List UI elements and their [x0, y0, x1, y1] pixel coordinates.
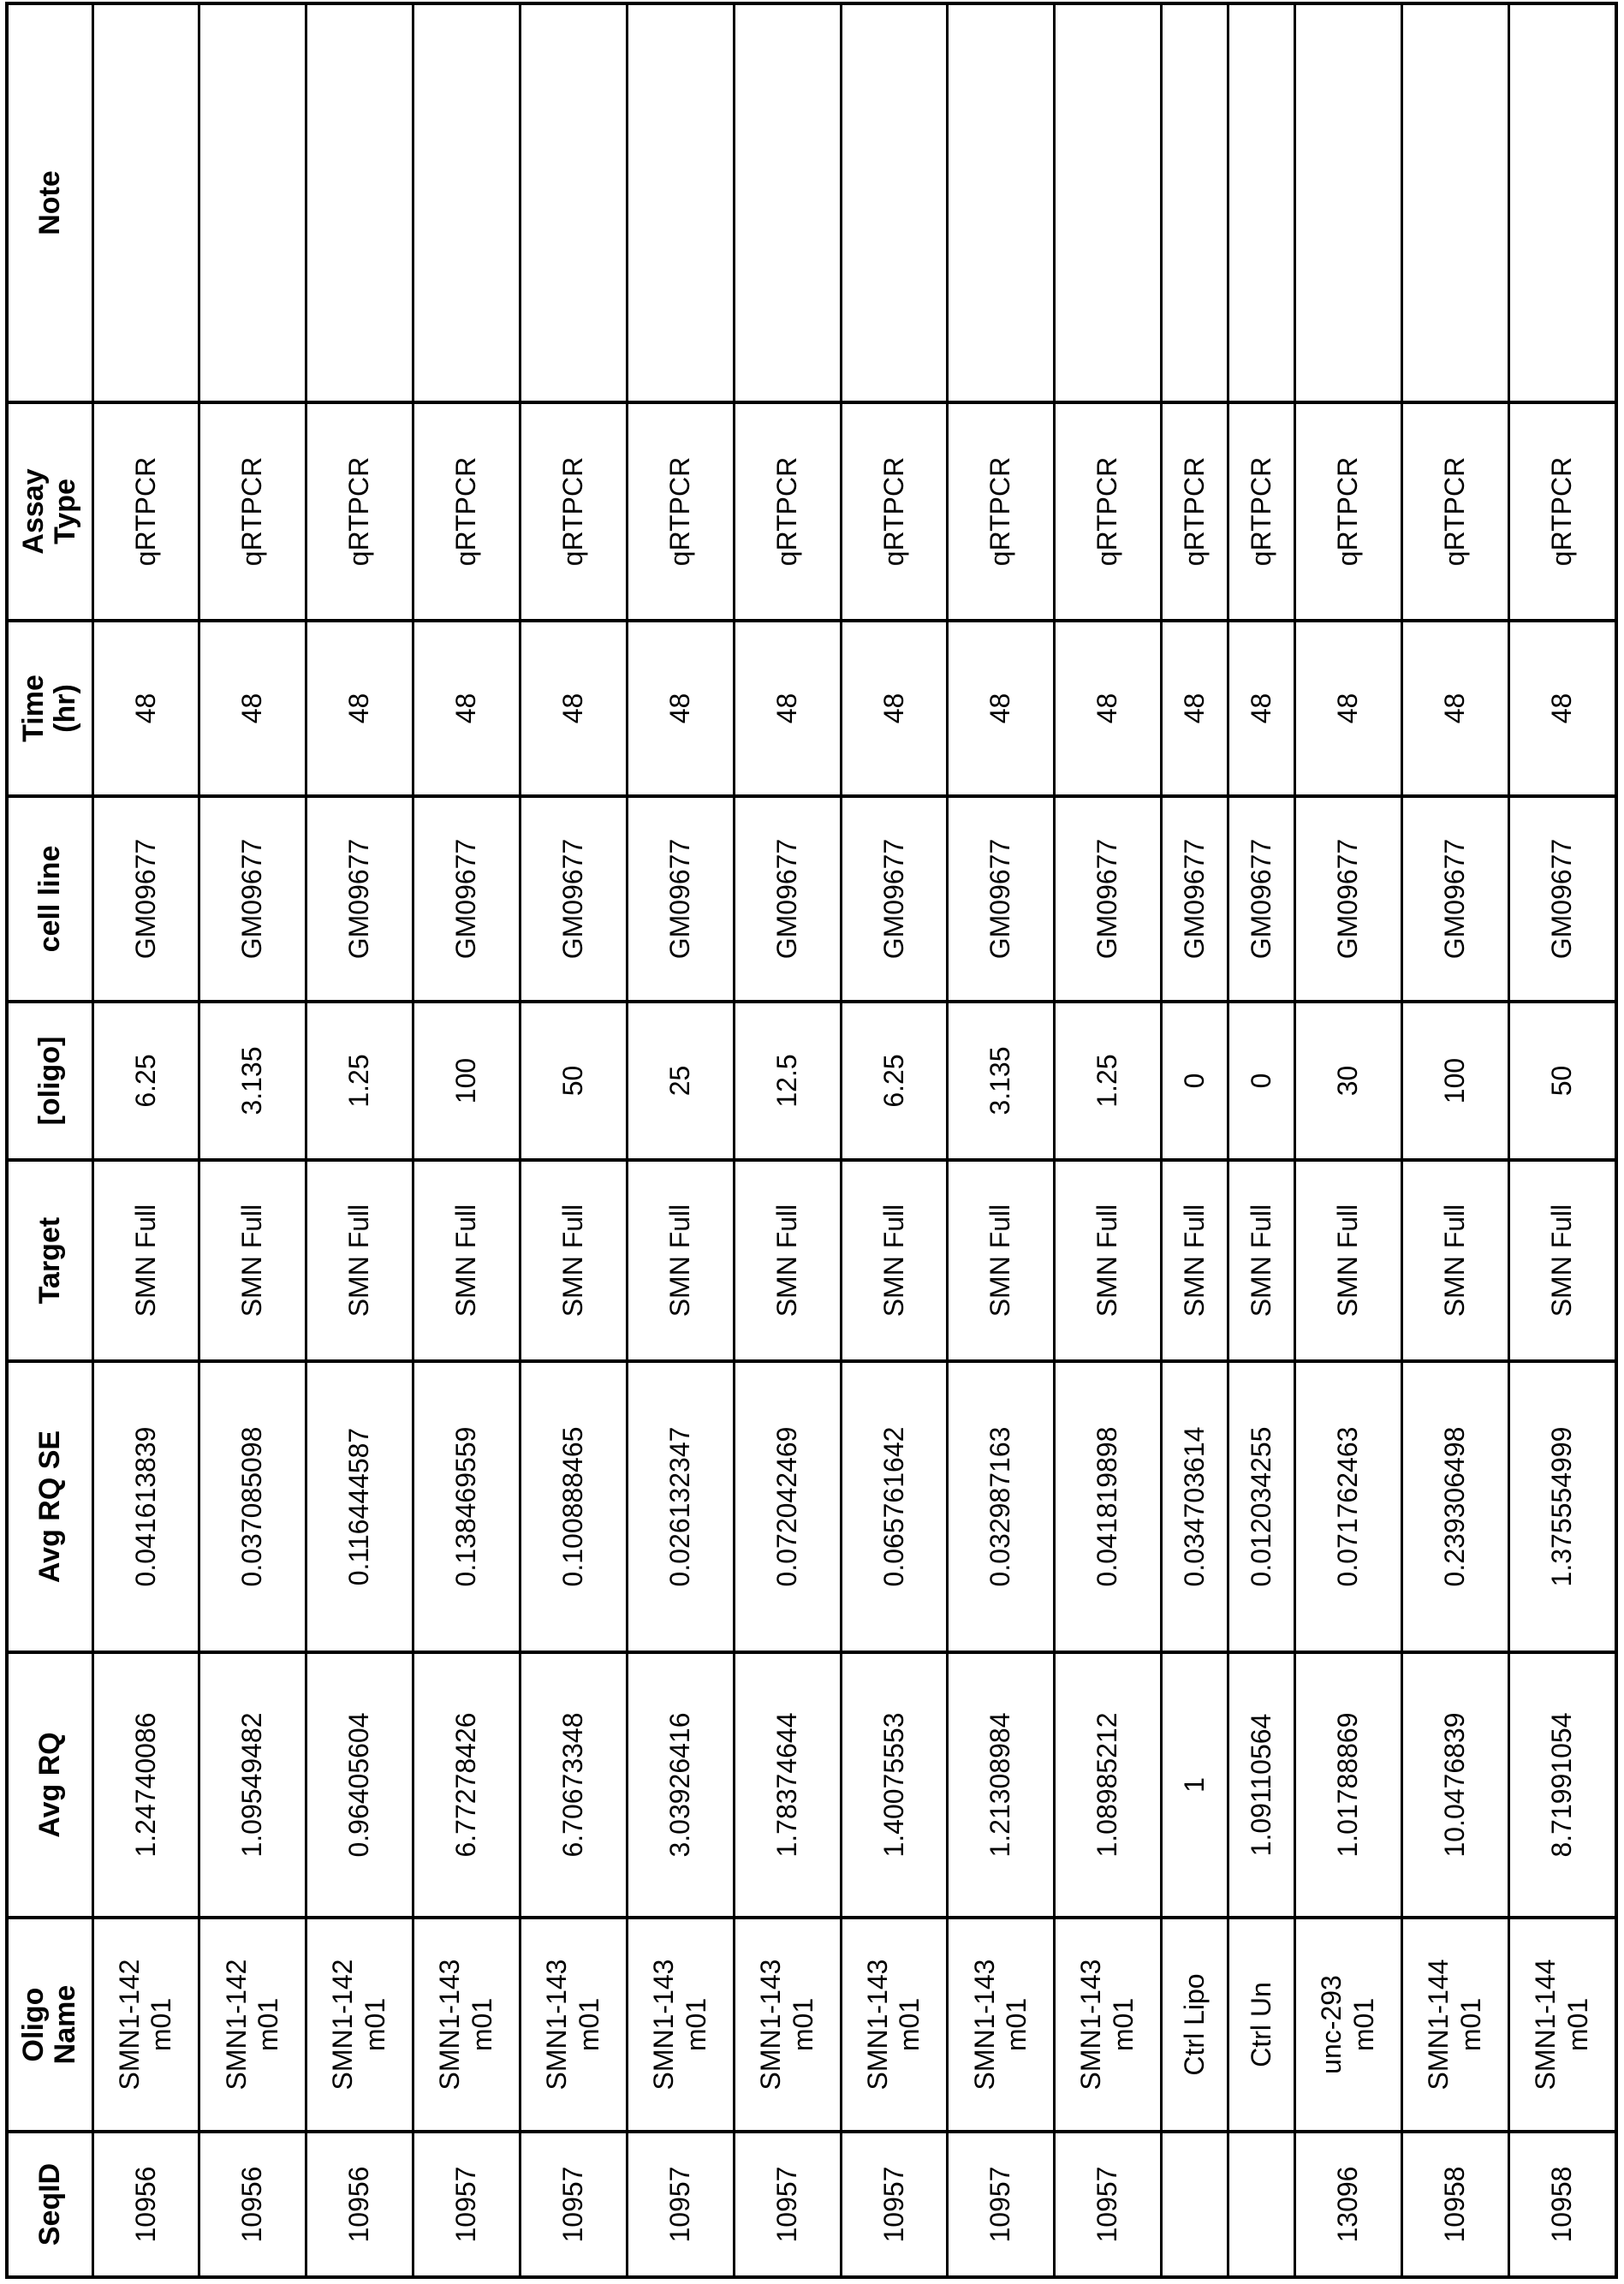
table-cell: GM09677 [948, 796, 1055, 1002]
table-row [92, 3, 199, 2277]
table-cell: 100 [1401, 1002, 1508, 1160]
table-cell: 48 [1228, 621, 1295, 796]
table-cell: GM09677 [627, 796, 734, 1002]
table-cell: 0.032987163 [948, 1361, 1055, 1652]
table-cell [520, 3, 627, 402]
table-row [1295, 3, 1402, 2277]
table-cell: 13096 [1295, 2132, 1402, 2277]
table-cell: SMN Full [627, 1160, 734, 1361]
table-row [1162, 3, 1228, 2277]
table-cell: SMN1-143 m01 [413, 1918, 521, 2132]
table-cell [1162, 2132, 1228, 2277]
table-cell: SMN1-144 m01 [1508, 1918, 1616, 2132]
table-cell: unc-293 m01 [1295, 1918, 1402, 2132]
table-cell: SMN Full [92, 1160, 199, 1361]
table-cell: SMN1-143 m01 [627, 1918, 734, 2132]
table-cell: 0 [1228, 1002, 1295, 1160]
table-row [1401, 3, 1508, 2277]
table-cell: 10957 [413, 2132, 521, 2277]
table-cell: 25 [627, 1002, 734, 1160]
table-cell: qRTPCR [1295, 402, 1402, 621]
table-cell: 10957 [948, 2132, 1055, 2277]
table-cell: 10956 [92, 2132, 199, 2277]
table-cell: 48 [1055, 621, 1162, 796]
table-cell: 0.138469559 [413, 1361, 521, 1652]
table-cell: GM09677 [734, 796, 841, 1002]
column-header-time-hr: Time (hr) [7, 621, 92, 796]
table-cell: SMN1-143 m01 [520, 1918, 627, 2132]
table-cell [1162, 3, 1228, 402]
table-row [734, 3, 841, 2277]
table-cell: GM09677 [1401, 796, 1508, 1002]
table-cell: SMN Full [734, 1160, 841, 1361]
table-cell [1401, 3, 1508, 402]
table-cell [413, 3, 521, 402]
table-cell: 48 [1401, 621, 1508, 796]
table-cell: qRTPCR [1055, 402, 1162, 621]
table-cell [199, 3, 306, 402]
table-cell: 6.70673348 [520, 1652, 627, 1918]
table-row [1228, 3, 1295, 2277]
column-header-assay-type: Assay Type [7, 402, 92, 621]
table-cell: 48 [627, 621, 734, 796]
table-cell: 10957 [841, 2132, 948, 2277]
table-cell: 50 [520, 1002, 627, 1160]
table-cell: 10958 [1508, 2132, 1616, 2277]
table-cell [1055, 3, 1162, 402]
table-cell: 0.026132347 [627, 1361, 734, 1652]
table-cell: 0.071762463 [1295, 1361, 1402, 1652]
table-cell: 1.01788869 [1295, 1652, 1402, 1918]
table-cell: qRTPCR [1228, 402, 1295, 621]
table-cell: 10956 [306, 2132, 413, 2277]
table-cell: GM09677 [92, 796, 199, 1002]
table-cell: qRTPCR [1508, 402, 1616, 621]
table-row [520, 3, 627, 2277]
table-cell: SMN1-142 m01 [92, 1918, 199, 2132]
table-cell: SMN Full [1401, 1160, 1508, 1361]
table-cell: qRTPCR [627, 402, 734, 621]
table-cell: qRTPCR [413, 402, 521, 621]
table-row [1055, 3, 1162, 2277]
table-cell: GM09677 [1055, 796, 1162, 1002]
table-cell: SMN Full [1228, 1160, 1295, 1361]
table-row [306, 3, 413, 2277]
table-cell: GM09677 [841, 796, 948, 1002]
table-cell: 0 [1162, 1002, 1228, 1160]
column-header-target: Target [7, 1160, 92, 1361]
table-cell [948, 3, 1055, 402]
table-cell [841, 3, 948, 402]
column-header-note: Note [7, 3, 92, 402]
table-cell: 1.09549482 [199, 1652, 306, 1918]
table-cell [92, 3, 199, 402]
table-cell: SMN1-142 m01 [199, 1918, 306, 2132]
table-cell [627, 3, 734, 402]
table-cell: 10958 [1401, 2132, 1508, 2277]
assay-results-table [5, 2, 1618, 2279]
column-header-avg-rq-se: Avg RQ SE [7, 1361, 92, 1652]
table-cell: SMN Full [948, 1160, 1055, 1361]
table-cell: 0.100888465 [520, 1361, 627, 1652]
table-cell: 48 [413, 621, 521, 796]
table-cell: 1 [1162, 1652, 1228, 1918]
table-cell: 0.239306498 [1401, 1361, 1508, 1652]
table-cell: 12.5 [734, 1002, 841, 1160]
table-cell: 0.96405604 [306, 1652, 413, 1918]
table-cell: 48 [734, 621, 841, 796]
table-cell: 48 [1508, 621, 1616, 796]
table-cell: 100 [413, 1002, 521, 1160]
table-cell: GM09677 [1295, 796, 1402, 1002]
table-cell: SMN Full [306, 1160, 413, 1361]
table-row [627, 3, 734, 2277]
table-cell: 0.034703614 [1162, 1361, 1228, 1652]
table-cell: 1.09110564 [1228, 1652, 1295, 1918]
table-cell: 48 [1162, 621, 1228, 796]
table-cell: 1.24740086 [92, 1652, 199, 1918]
column-header-oligo-conc: [oligo] [7, 1002, 92, 1160]
table-cell: GM09677 [1228, 796, 1295, 1002]
table-cell: SMN Full [520, 1160, 627, 1361]
table-cell: 48 [306, 621, 413, 796]
table-cell [1295, 3, 1402, 402]
table-cell: 10957 [627, 2132, 734, 2277]
table-cell: 0.041613839 [92, 1361, 199, 1652]
table-cell: SMN1-143 m01 [841, 1918, 948, 2132]
table-cell: Ctrl Lipo [1162, 1918, 1228, 2132]
table-cell: 30 [1295, 1002, 1402, 1160]
table-body [92, 3, 1616, 2277]
table-cell: 48 [520, 621, 627, 796]
table-cell: GM09677 [199, 796, 306, 1002]
table-cell: GM09677 [1508, 796, 1616, 1002]
table-cell: 0.065761642 [841, 1361, 948, 1652]
table-cell: SMN Full [1162, 1160, 1228, 1361]
table-row [948, 3, 1055, 2277]
table-cell: 48 [199, 621, 306, 796]
table-cell: qRTPCR [841, 402, 948, 621]
table-cell: 6.25 [92, 1002, 199, 1160]
table-cell: GM09677 [1162, 796, 1228, 1002]
table-cell: SMN1-143 m01 [734, 1918, 841, 2132]
table-cell: 48 [92, 621, 199, 796]
table-cell: qRTPCR [306, 402, 413, 621]
header-row [7, 3, 92, 2277]
table-cell: 1.08985212 [1055, 1652, 1162, 1918]
table-cell: SMN Full [841, 1160, 948, 1361]
table-cell: qRTPCR [199, 402, 306, 621]
table-cell: qRTPCR [948, 402, 1055, 621]
table-cell: qRTPCR [1162, 402, 1228, 621]
table-cell: 10957 [1055, 2132, 1162, 2277]
table-cell: SMN Full [199, 1160, 306, 1361]
table-cell: 48 [1295, 621, 1402, 796]
table-cell: 0.072042469 [734, 1361, 841, 1652]
table-cell: SMN1-143 m01 [948, 1918, 1055, 2132]
table-row [199, 3, 306, 2277]
table-cell: qRTPCR [1401, 402, 1508, 621]
table-cell: 10957 [734, 2132, 841, 2277]
table-cell: SMN Full [1508, 1160, 1616, 1361]
table-cell: 6.25 [841, 1002, 948, 1160]
table-cell: GM09677 [306, 796, 413, 1002]
table-cell: 0.037085098 [199, 1361, 306, 1652]
table-cell: 0.041819898 [1055, 1361, 1162, 1652]
table-cell: 1.375554999 [1508, 1361, 1616, 1652]
table-cell [306, 3, 413, 402]
column-header-oligo-name: Oligo Name [7, 1918, 92, 2132]
table-cell: 1.21308984 [948, 1652, 1055, 1918]
table-cell: 3.03926416 [627, 1652, 734, 1918]
table-cell [1508, 3, 1616, 402]
table-cell: 0.116444587 [306, 1361, 413, 1652]
table-cell: 0.012034255 [1228, 1361, 1295, 1652]
table-row [413, 3, 521, 2277]
table-cell: Ctrl Un [1228, 1918, 1295, 2132]
table-cell: SMN Full [1295, 1160, 1402, 1361]
table-cell: 1.78374644 [734, 1652, 841, 1918]
table-cell: qRTPCR [92, 402, 199, 621]
table-cell: GM09677 [413, 796, 521, 1002]
table-cell: SMN1-142 m01 [306, 1918, 413, 2132]
table-cell: SMN Full [413, 1160, 521, 1361]
table-cell: GM09677 [520, 796, 627, 1002]
table-cell: 3.135 [199, 1002, 306, 1160]
table-cell: 10.0476839 [1401, 1652, 1508, 1918]
table-cell: 6.77278426 [413, 1652, 521, 1918]
table-cell: 10956 [199, 2132, 306, 2277]
table-cell: 1.25 [306, 1002, 413, 1160]
table-row [841, 3, 948, 2277]
table-row [1508, 3, 1616, 2277]
table-cell [734, 3, 841, 402]
table-cell: SMN1-143 m01 [1055, 1918, 1162, 2132]
table-cell: 48 [841, 621, 948, 796]
table-cell: SMN1-144 m01 [1401, 1918, 1508, 2132]
table-cell: qRTPCR [520, 402, 627, 621]
table-cell: 3.135 [948, 1002, 1055, 1160]
table-cell: 48 [948, 621, 1055, 796]
table-cell: 1.40075553 [841, 1652, 948, 1918]
table-cell: 1.25 [1055, 1002, 1162, 1160]
column-header-seqid: SeqID [7, 2132, 92, 2277]
table-cell: 10957 [520, 2132, 627, 2277]
table-cell: SMN Full [1055, 1160, 1162, 1361]
column-header-cell-line: cell line [7, 796, 92, 1002]
table-cell [1228, 2132, 1295, 2277]
column-header-avg-rq: Avg RQ [7, 1652, 92, 1918]
table-cell: qRTPCR [734, 402, 841, 621]
table-cell: 8.71991054 [1508, 1652, 1616, 1918]
table-cell: 50 [1508, 1002, 1616, 1160]
table-cell [1228, 3, 1295, 402]
